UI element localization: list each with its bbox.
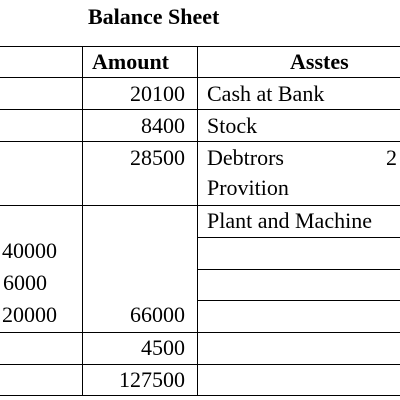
asset-item: Plant and Machine [207,208,372,233]
amount-cell: 20100 [130,81,185,106]
sub-value: 6000 [3,270,47,295]
asset-item: Provition [207,175,289,200]
asset-subrow-divider [197,237,400,238]
row-divider [0,109,400,110]
column-divider-middle [197,46,198,396]
row-divider [0,364,400,365]
asset-item: Cash at Bank [207,81,325,106]
amount-cell: 8400 [141,113,185,138]
assets-header: Asstes [290,49,349,74]
table-top-border [0,46,400,47]
asset-item: Debtrors [207,145,284,170]
asset-partial-value: 2 [386,145,397,170]
asset-subrow-divider [197,300,400,301]
sub-value: 40000 [2,238,57,263]
page-title: Balance Sheet [88,4,220,29]
column-divider-left [82,46,83,396]
amount-cell: 4500 [141,335,185,360]
asset-subrow-divider [197,269,400,270]
amount-cell: 28500 [130,145,185,170]
amount-cell: 66000 [130,302,185,327]
header-bottom-border [0,77,400,78]
row-divider [0,205,400,206]
amount-header: Amount [92,49,170,74]
asset-item: Stock [207,113,258,138]
row-divider [0,332,400,333]
row-divider [0,141,400,142]
total-amount: 127500 [119,367,185,392]
sub-value: 20000 [2,302,57,327]
table-bottom-border [0,395,400,396]
